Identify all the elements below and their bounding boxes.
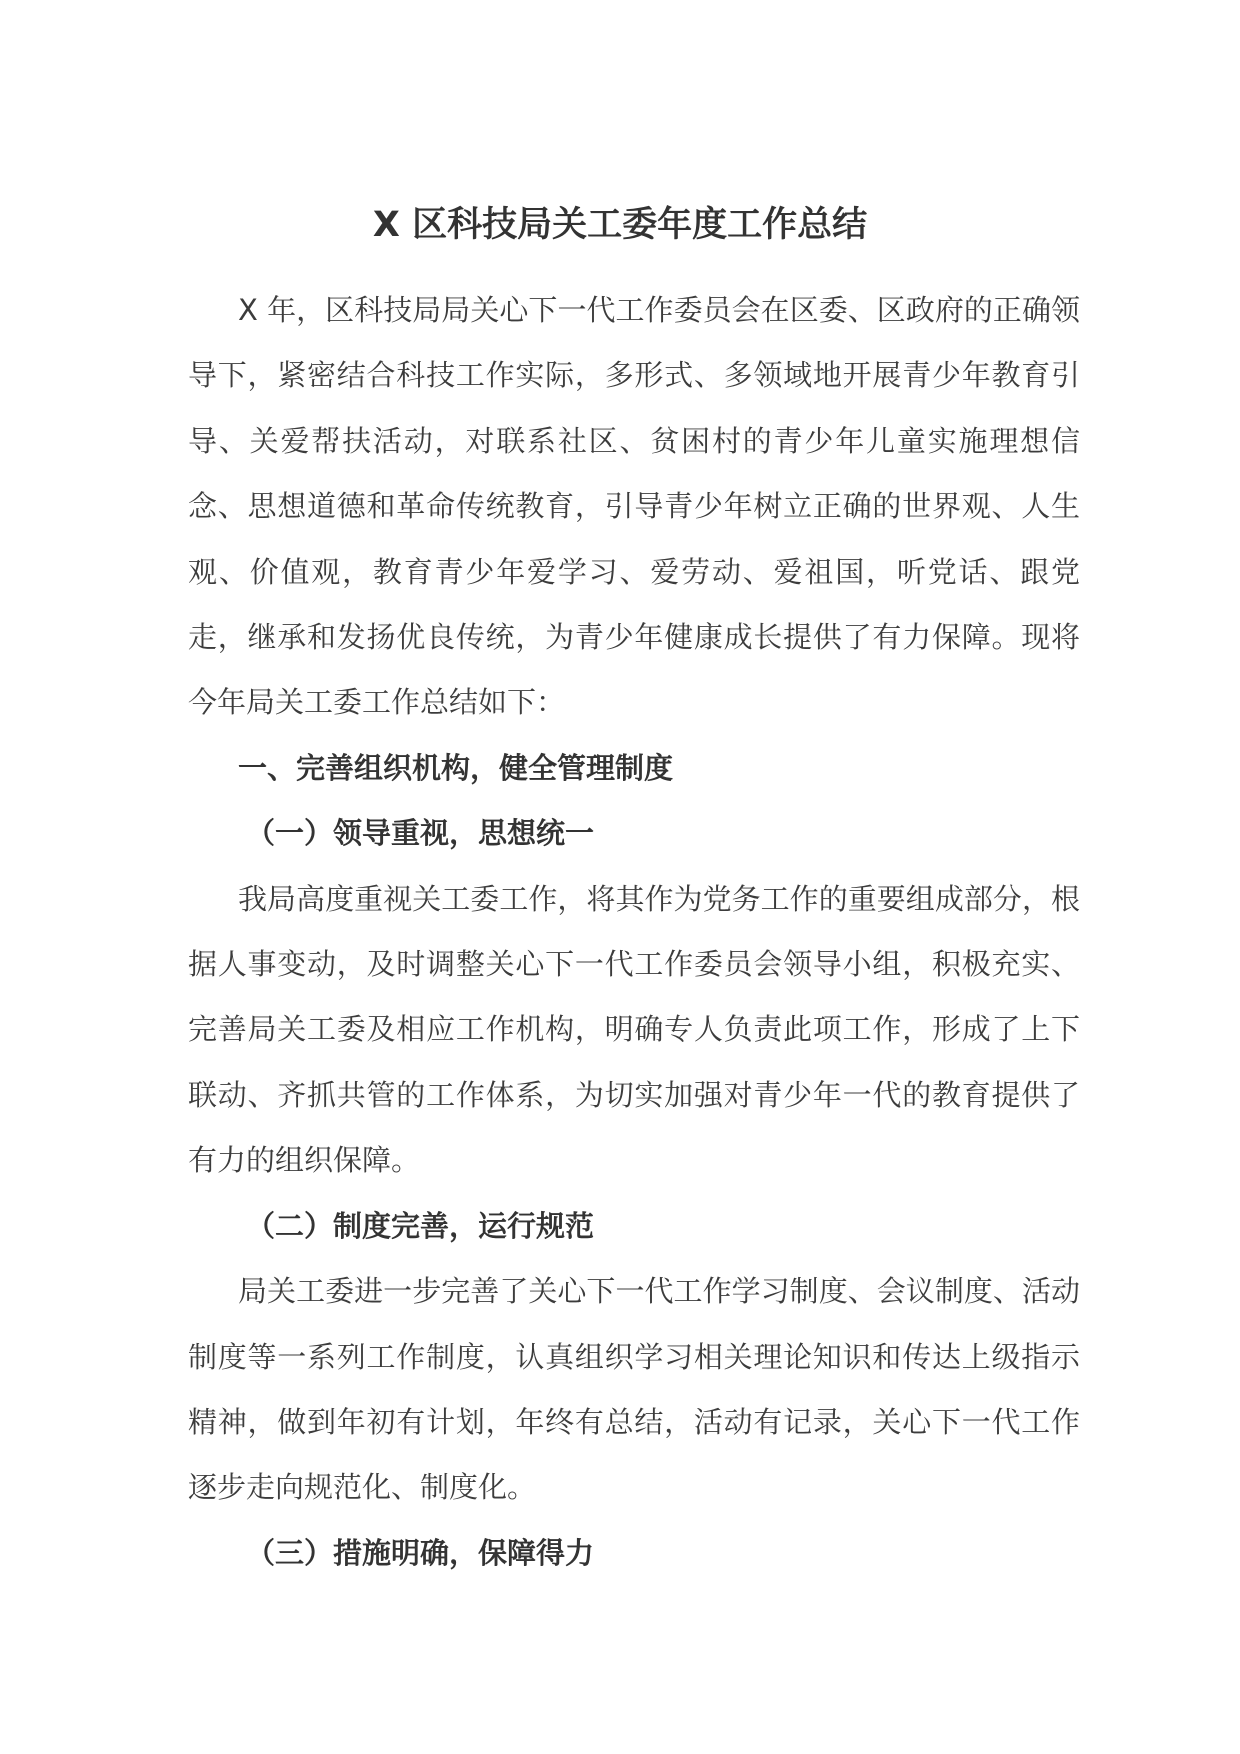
subsection-heading-1: （一）领导重视，思想统一 xyxy=(246,816,595,851)
section-heading-1: 一、完善组织机构，健全管理制度 xyxy=(238,750,674,785)
subsection-paragraph-2: 局关工委进一步完善了关心下一代工作学习制度、会议制度、活动制度等一系列工作制度，认真组织学习相关理论知识和传达上级指示精神，做到年初有计划，年终有总结，活动有记录，关心下一代工作逐步走向规范化、制度化。 xyxy=(188,1274,1080,1505)
subsection-heading-3: （三）措施明确，保障得力 xyxy=(246,1535,595,1570)
subsection-heading-2: （二）制度完善，运行规范 xyxy=(246,1208,595,1243)
document-title: X 区科技局关工委年度工作总结 xyxy=(372,205,868,245)
intro-paragraph: X 年，区科技局局关心下一代工作委员会在区委、区政府的正确领导下，紧密结合科技工作实际，多形式、多领域地开展青少年教育引导、关爱帮扶活动，对联系社区、贫困村的青少年儿童实施理想信念、思想道德和革命传统教育，引导青少年树立正确的世界观、人生观、价值观，教育青少年爱学习、爱劳动、爱祖国，听党话、跟党走，继承和发扬优良传统，为青少年健康成长提供了有力保障。现将今年局关工委工作总结如下： xyxy=(188,293,1080,720)
subsection-paragraph-1: 我局高度重视关工委工作，将其作为党务工作的重要组成部分，根据人事变动，及时调整关心下一代工作委员会领导小组，积极充实、完善局关工委及相应工作机构，明确专人负责此项工作，形成了上下联动、齐抓共管的工作体系，为切实加强对青少年一代的教育提供了有力的组织保障。 xyxy=(188,881,1080,1178)
document-body xyxy=(188,278,1080,1586)
